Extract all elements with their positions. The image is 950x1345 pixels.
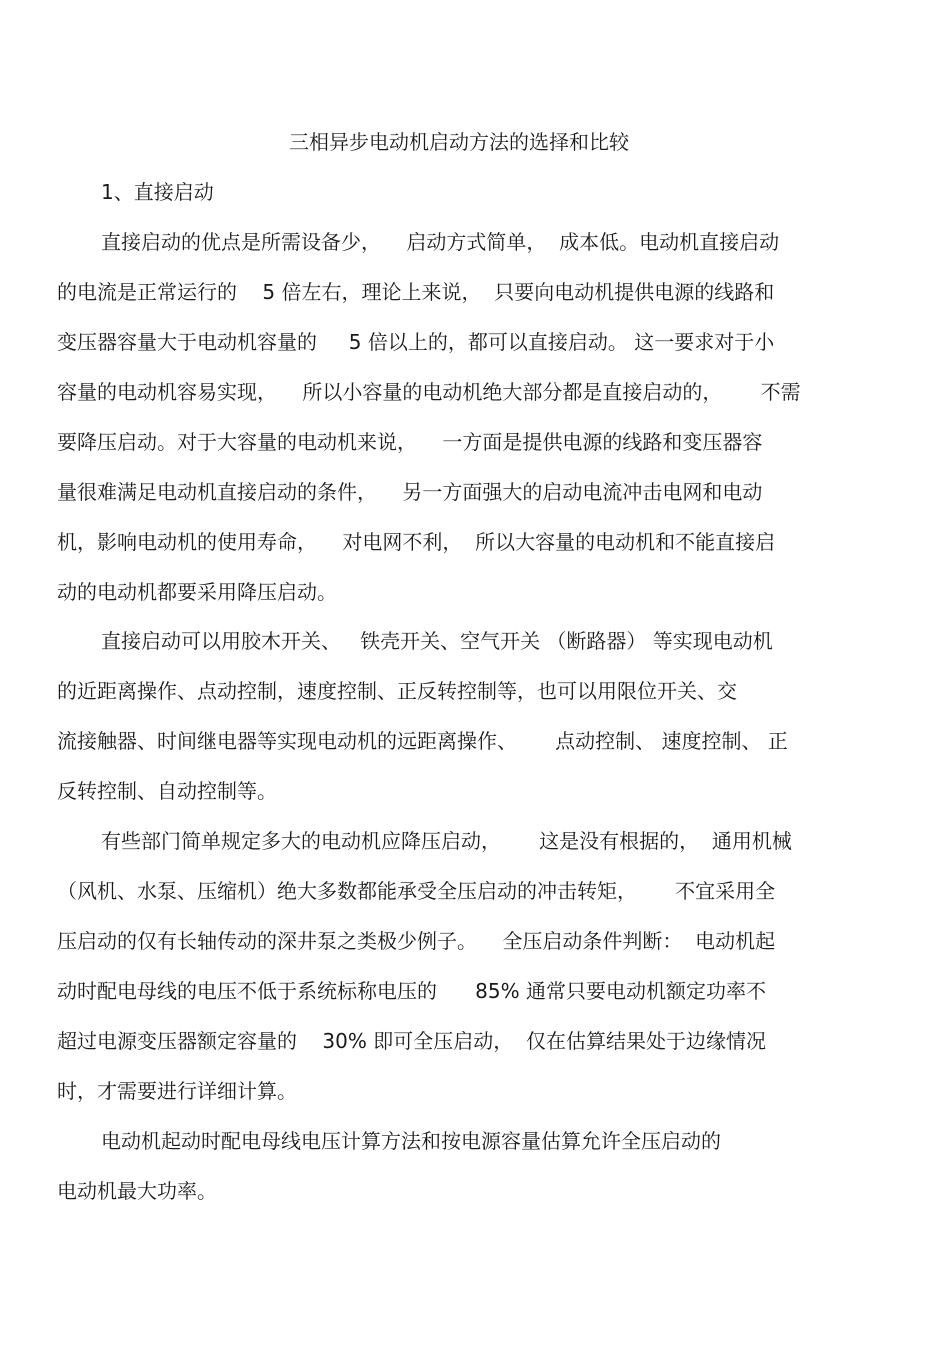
paragraph-3-line-5: 超过电源变压器额定容量的 30% 即可全压启动， 仅在估算结果处于边缘情况 (57, 1029, 766, 1053)
paragraph-2-line-3: 流接触器、时间继电器等实现电动机的远距离操作、 点动控制、 速度控制、 正 (57, 729, 788, 753)
paragraph-3-line-2: （风机、水泵、压缩机）绝大多数都能承受全压启动的冲击转矩， 不宜采用全 (57, 879, 776, 903)
paragraph-1-line-7: 机，影响电动机的使用寿命， 对电网不利， 所以大容量的电动机和不能直接启 (57, 530, 776, 554)
paragraph-3-line-3: 压启动的仅有长轴传动的深井泵之类极少例子。 全压启动条件判断： 电动机起 (57, 929, 776, 953)
paragraph-1-line-8: 动的电动机都要采用降压启动。 (57, 580, 337, 604)
paragraph-1-line-5: 要降压启动。对于大容量的电动机来说， 一方面是提供电源的线路和变压器容 (57, 430, 763, 454)
paragraph-1-line-1: 直接启动的优点是所需设备少， 启动方式简单， 成本低。电动机直接启动 (101, 230, 780, 254)
paragraph-4-line-1: 电动机起动时配电母线电压计算方法和按电源容量估算允许全压启动的 (101, 1129, 721, 1153)
paragraph-1-line-4: 容量的电动机容易实现， 所以小容量的电动机绝大部分都是直接启动的， 不需 (57, 380, 801, 404)
section-heading: 1、直接启动 (101, 180, 214, 204)
paragraph-1-line-3: 变压器容量大于电动机容量的 5 倍以上的，都可以直接启动。 这一要求对于小 (57, 330, 775, 354)
paragraph-2-line-4: 反转控制、自动控制等。 (57, 779, 277, 803)
document-title: 三相异步电动机启动方法的选择和比较 (289, 130, 629, 154)
paragraph-3-line-6: 时，才需要进行详细计算。 (57, 1079, 297, 1103)
paragraph-4-line-2: 电动机最大功率。 (57, 1179, 217, 1203)
paragraph-3-line-1: 有些部门简单规定多大的电动机应降压启动， 这是没有根据的， 通用机械 (101, 829, 792, 853)
paragraph-3-line-4: 动时配电母线的电压不低于系统标称电压的 85% 通常只要电动机额定功率不 (57, 979, 766, 1003)
paragraph-2-line-1: 直接启动可以用胶木开关、 铁壳开关、空气开关 （断路器） 等实现电动机 (101, 629, 773, 653)
paragraph-2-line-2: 的近距离操作、点动控制，速度控制、正反转控制等，也可以用限位开关、交 (57, 679, 737, 703)
paragraph-1-line-6: 量很难满足电动机直接启动的条件， 另一方面强大的启动电流冲击电网和电动 (57, 480, 763, 504)
paragraph-1-line-2: 的电流是正常运行的 5 倍左右，理论上来说， 只要向电动机提供电源的线路和 (57, 280, 775, 304)
